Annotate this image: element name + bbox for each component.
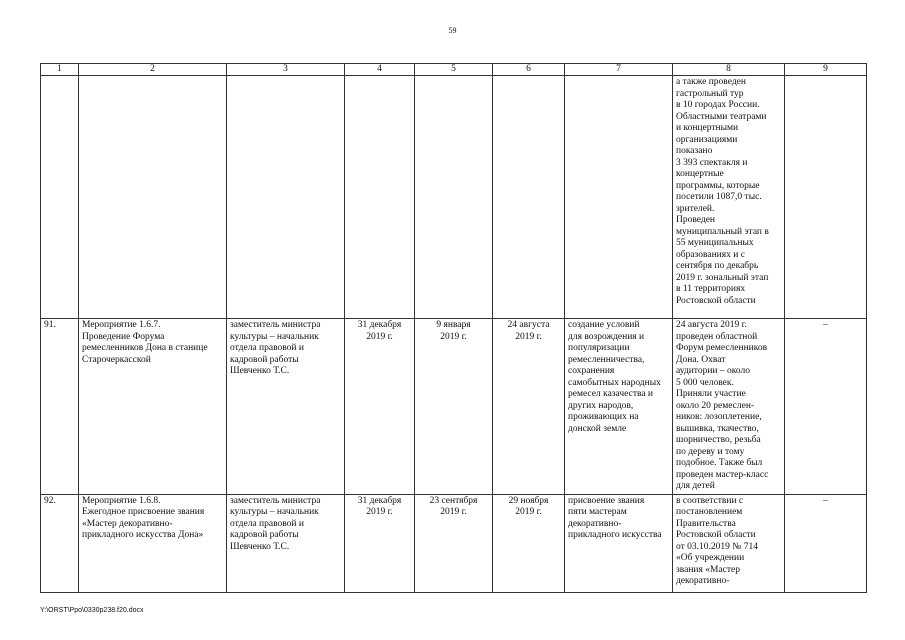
responsible-cell: заместитель министра культуры – начальник отдела правовой и кадровой работы Шевченко Т.С.	[227, 319, 345, 495]
actual-result-cell: 24 августа 2019 г. проведен областной Форум ремесленников Дона. Охват аудитории – около 5 000 человек. Приняли участие около 20 ремеслен- ников: лозоплетение, вышивка, ткачество, шорничество, резьба по дереву и тому подобное. Также был проведен мастер-класс для детей	[673, 319, 785, 495]
empty-cell	[227, 76, 345, 319]
empty-cell	[415, 76, 493, 319]
end-date-cell: 29 ноября 2019 г.	[493, 494, 565, 592]
planned-date-cell: 31 декабря 2019 г.	[345, 319, 415, 495]
column-number-cell: 3	[227, 64, 345, 76]
activity-cell: Мероприятие 1.6.8. Ежегодное присвоение звания «Мастер декоративно- прикладного искусства Дона»	[79, 494, 227, 592]
empty-cell	[79, 76, 227, 319]
column-number-row	[41, 64, 867, 76]
table-row	[41, 319, 867, 495]
start-date-cell: 23 сентября 2019 г.	[415, 494, 493, 592]
table-row	[41, 494, 867, 592]
table-row-continuation	[41, 76, 867, 319]
planned-date-cell: 31 декабря 2019 г.	[345, 494, 415, 592]
report-table	[40, 63, 867, 593]
page-number: 59	[448, 26, 457, 35]
column-number-cell: 4	[345, 64, 415, 76]
actual-result-cell: а также проведен гастрольный тур в 10 городах России. Областными театрами и концертными организациями показано 3 393 спектакля и концертные программы, которые посетили 1087,0 тыс. зрителей. Проведен муниципальный этап в 55 муниципальных образованиях и с сентября по декабрь 2019 г. зональный этап в 11 территориях Ростовской области	[673, 76, 785, 319]
row-number-cell: 91.	[41, 319, 79, 495]
empty-cell	[41, 76, 79, 319]
column-number-cell: 6	[493, 64, 565, 76]
column-number-cell: 2	[79, 64, 227, 76]
row-number-cell: 92.	[41, 494, 79, 592]
footer-file-path: Y:\ORST\Ppo\0330p238.f20.docx	[40, 607, 144, 614]
note-cell: –	[785, 319, 867, 495]
column-number-cell: 1	[41, 64, 79, 76]
column-number-cell: 9	[785, 64, 867, 76]
column-number-cell: 5	[415, 64, 493, 76]
column-number-cell: 7	[565, 64, 673, 76]
empty-cell	[565, 76, 673, 319]
end-date-cell: 24 августа 2019 г.	[493, 319, 565, 495]
expected-result-cell: создание условий для возрождения и популяризации ремесленничества, сохранения самобытных народных ремесел казачества и других народов, проживающих на донской земле	[565, 319, 673, 495]
expected-result-cell: присвоение звания пяти мастерам декоративно- прикладного искусства	[565, 494, 673, 592]
responsible-cell: заместитель министра культуры – начальник отдела правовой и кадровой работы Шевченко Т.С.	[227, 494, 345, 592]
empty-cell	[493, 76, 565, 319]
start-date-cell: 9 января 2019 г.	[415, 319, 493, 495]
activity-cell: Мероприятие 1.6.7. Проведение Форума ремесленников Дона в станице Старочеркасской	[79, 319, 227, 495]
empty-cell	[345, 76, 415, 319]
column-number-cell: 8	[673, 64, 785, 76]
empty-cell	[785, 76, 867, 319]
note-cell: –	[785, 494, 867, 592]
actual-result-cell: в соответствии с постановлением Правительства Ростовской области от 03.10.2019 № 714 «Об учреждении звания «Мастер декоративно-	[673, 494, 785, 592]
